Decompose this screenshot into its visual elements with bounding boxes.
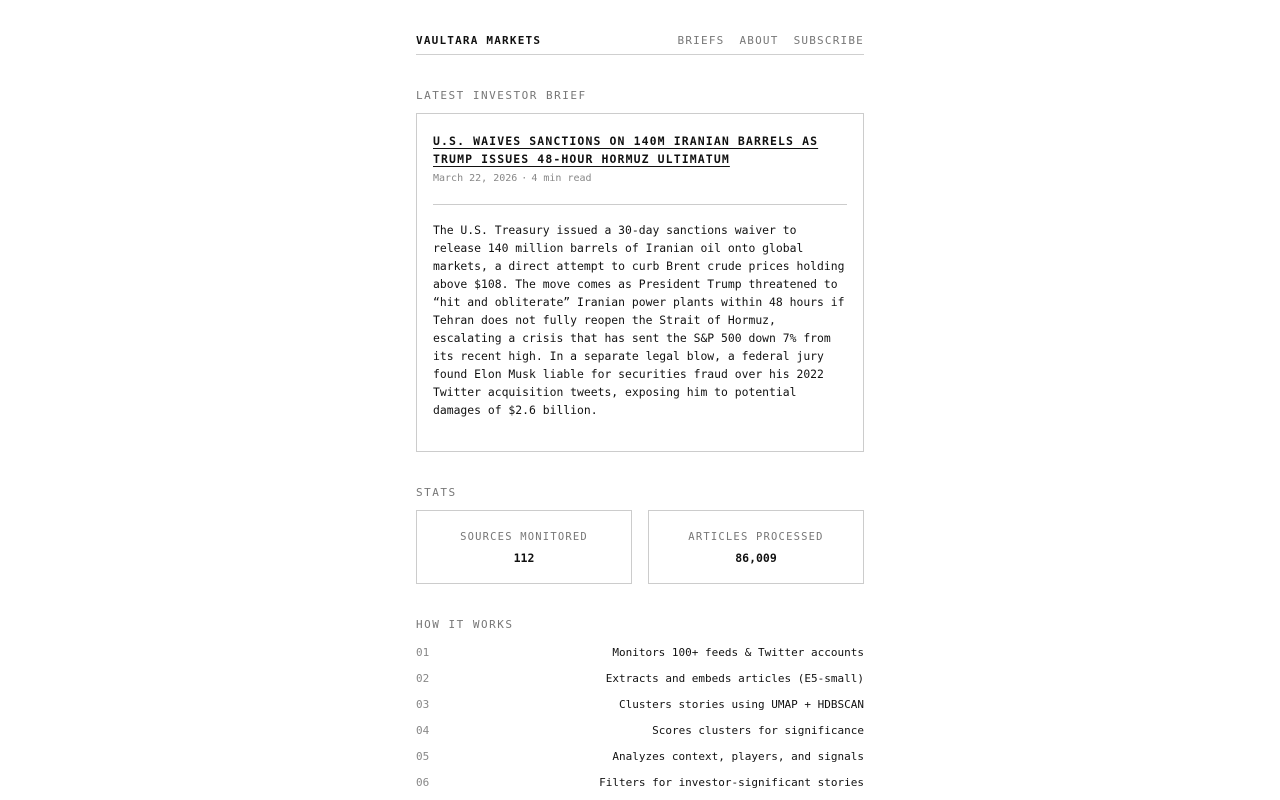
step-number: 05 — [416, 750, 430, 763]
step-number: 02 — [416, 672, 430, 685]
page — [416, 0, 864, 789]
step-text: Clusters stories using UMAP + HDBSCAN — [618, 698, 864, 711]
stat-card-sources — [416, 510, 632, 584]
step-item — [416, 744, 864, 770]
stat-card-articles — [648, 510, 864, 584]
stats-heading: STATS — [416, 486, 457, 499]
step-text: Monitors 100+ feeds & Twitter accounts — [612, 646, 864, 659]
step-number: 01 — [416, 646, 430, 659]
nav-briefs-link[interactable]: BRIEFS — [677, 34, 725, 47]
site-brand[interactable]: VAULTARA MARKETS — [416, 34, 542, 47]
stat-value: 112 — [513, 551, 535, 565]
brief-date: March 22, 2026 — [433, 173, 518, 184]
step-number: 06 — [416, 776, 430, 789]
step-number: 03 — [416, 698, 430, 711]
steps-list — [416, 640, 864, 796]
step-item — [416, 640, 864, 666]
step-item — [416, 666, 864, 692]
how-it-works-heading: HOW IT WORKS — [416, 618, 514, 631]
stat-label: ARTICLES PROCESSED — [688, 531, 824, 543]
brief-read-time: 4 min read — [531, 173, 592, 184]
stat-label: SOURCES MONITORED — [460, 531, 588, 543]
stat-value: 86,009 — [735, 551, 777, 565]
brief-body: The U.S. Treasury issued a 30-day sanctions waiver to release 140 million barrels of Iranian oil onto global markets, a direct attempt to curb Brent crude prices holding above $108. The move comes as President Trump threatened to “hit and obliterate” Iranian power plants within 48 hours if Tehran does not fully reopen the Strait of Hormuz, escalating a crisis that has sent the S&P 500 down 7% from its recent high. In a separate legal blow, a federal jury found Elon Musk liable for securities fraud over his 2022 Twitter acquisition tweets, exposing him to potential damages of $2.6 billion. — [433, 223, 845, 417]
main-nav — [678, 34, 864, 47]
meta-separator: · — [521, 173, 528, 184]
step-item — [416, 692, 864, 718]
latest-brief-heading: LATEST INVESTOR BRIEF — [416, 89, 587, 102]
step-text: Scores clusters for significance — [652, 724, 864, 737]
step-number: 04 — [416, 724, 430, 737]
brief-divider — [433, 204, 847, 205]
nav-subscribe-link[interactable]: SUBSCRIBE — [793, 34, 864, 47]
nav-about-link[interactable]: ABOUT — [739, 34, 779, 47]
brief-meta — [433, 173, 592, 184]
brief-title-link[interactable]: U.S. WAIVES SANCTIONS ON 140M IRANIAN BARRELS AS TRUMP ISSUES 48-HOUR HORMUZ ULTIMATUM — [433, 134, 819, 166]
step-text: Extracts and embeds articles (E5-small) — [605, 672, 864, 685]
brief-card — [416, 113, 864, 452]
step-text: Filters for investor-significant stories — [599, 776, 864, 789]
step-item — [416, 770, 864, 796]
site-header — [416, 0, 864, 55]
step-text: Analyzes context, players, and signals — [612, 750, 864, 763]
step-item — [416, 718, 864, 744]
